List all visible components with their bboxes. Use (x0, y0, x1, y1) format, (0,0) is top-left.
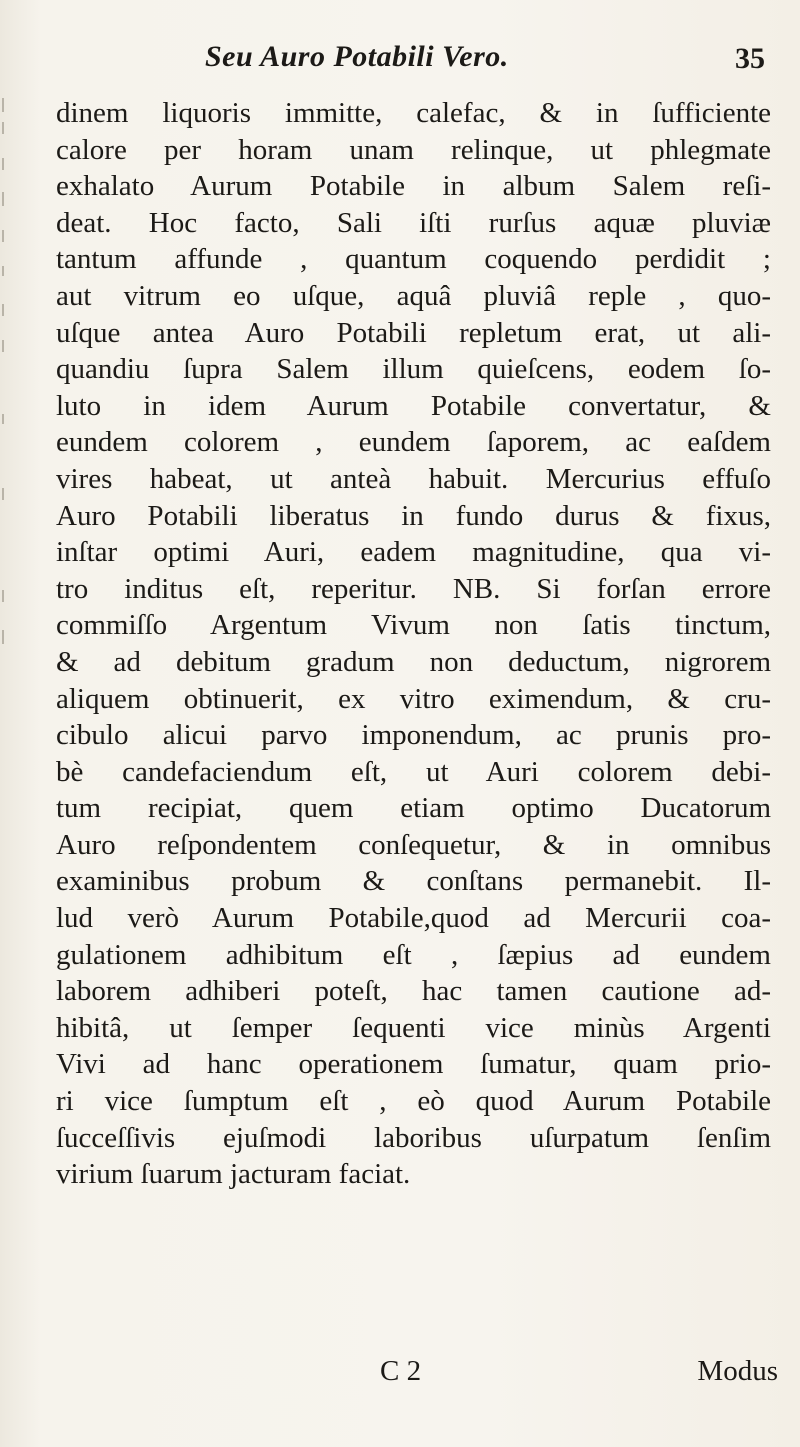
text-line: luto in idem Aurum Potabile convertatur, & (56, 389, 771, 422)
text-line: cibulo alicui parvo imponendum, ac prunis pro- (56, 719, 771, 752)
text-line: examinibus probum & conſtans permanebit. Il- (56, 865, 771, 898)
text-line: uſque antea Auro Potabili repletum erat, ut ali- (56, 316, 771, 349)
text-line: lud verò Aurum Potabile,quod ad Mercurii coa- (56, 902, 771, 935)
text-line: ri vice ſumptum eſt , eò quod Aurum Potabile (56, 1085, 771, 1118)
text-line: calore per horam unam relinque, ut phlegmate (56, 133, 771, 166)
text-line: commiſſo Argentum Vivum non ſatis tinctum, (56, 609, 771, 642)
text-line: exhalato Aurum Potabile in album Salem reſi- (56, 170, 771, 203)
text-line: inſtar optimi Auri, eadem magnitudine, qua vi- (56, 536, 771, 569)
text-line: dinem liquoris immitte, calefac, & in ſufficiente (56, 97, 771, 129)
text-line: Auro Potabili liberatus in fundo durus & fixus, (56, 499, 771, 532)
text-line-last: virium ſuarum jacturam faciat. (56, 1158, 411, 1191)
text-line: aut vitrum eo uſque, aquâ pluviâ reple , quo- (56, 279, 771, 312)
page-header (205, 40, 765, 84)
text-line: bè candefaciendum eſt, ut Auri colorem debi- (56, 755, 771, 788)
page-number: 35 (735, 42, 765, 75)
text-line: tum recipiat, quem etiam optimo Ducatorum (56, 792, 771, 825)
signature-mark: C 2 (380, 1355, 422, 1387)
running-title: Seu Auro Potabili Vero. (205, 40, 509, 73)
binding-gutter (0, 90, 14, 1090)
text-line: tantum affunde , quantum coquendo perdidit ; (56, 243, 771, 276)
text-line: & ad debitum gradum non deductum, nigrorem (56, 645, 771, 678)
text-line: vires habeat, ut anteà habuit. Mercurius effuſo (56, 462, 771, 495)
text-line: ſucceſſivis ejuſmodi laboribus uſurpatum ſenſim (56, 1121, 771, 1154)
catchword: Modus (697, 1355, 778, 1387)
text-line: laborem adhiberi poteſt, hac tamen cautione ad- (56, 975, 771, 1008)
text-line: quandiu ſupra Salem illum quieſcens, eodem ſo- (56, 353, 771, 386)
text-line: hibitâ, ut ſemper ſequenti vice minùs Argenti (56, 1011, 771, 1044)
text-line: Vivi ad hanc operationem ſumatur, quam prio- (56, 1048, 771, 1081)
text-line: Auro reſpondentem conſequetur, & in omnibus (56, 828, 771, 861)
text-line: aliquem obtinuerit, ex vitro eximendum, & cru- (56, 682, 771, 715)
body-text (56, 95, 771, 1193)
text-line: eundem colorem , eundem ſaporem, ac eaſdem (56, 426, 771, 459)
text-line: tro inditus eſt, reperitur. NB. Si forſan errore (56, 572, 771, 605)
text-line: deat. Hoc facto, Sali iſti rurſus aquæ pluviæ (56, 206, 771, 239)
text-line: gulationem adhibitum eſt , ſæpius ad eundem (56, 938, 771, 971)
page-footer (380, 1355, 778, 1395)
